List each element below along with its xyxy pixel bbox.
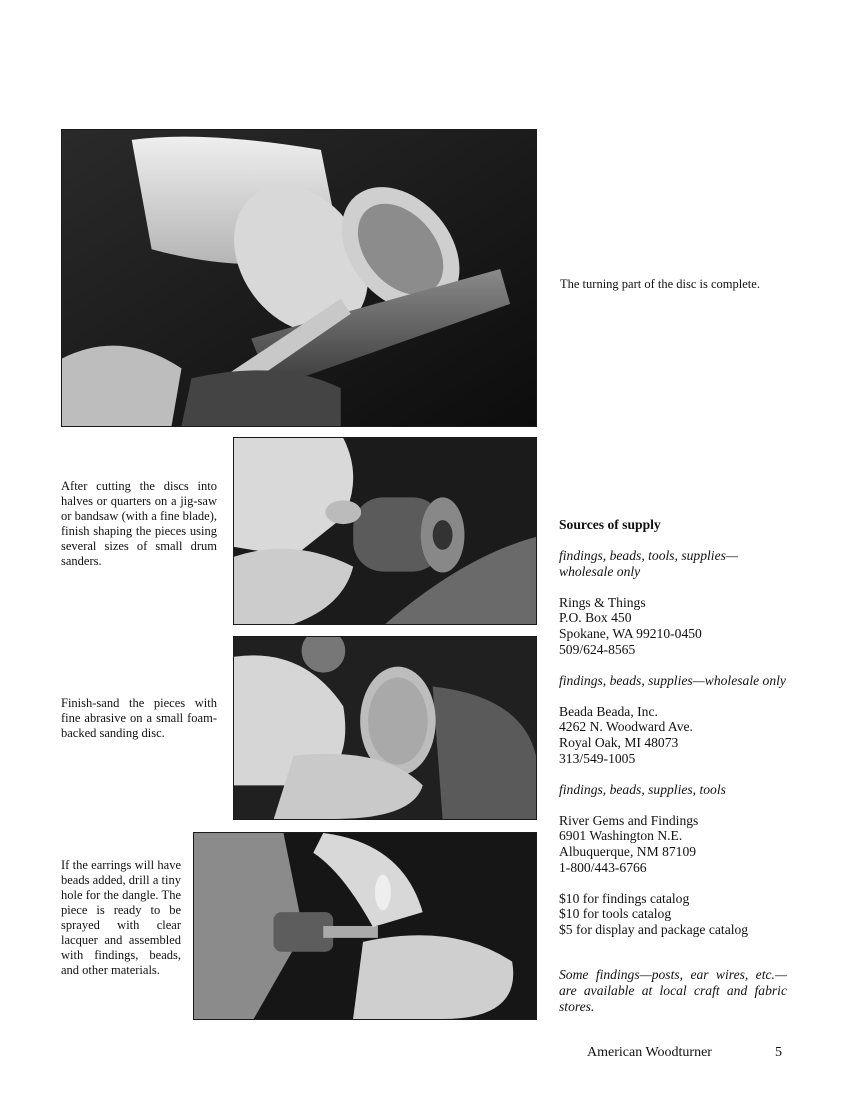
catalog-findings: $10 for findings catalog (559, 890, 690, 906)
supplier-3-address2: Albuquerque, NM 87109 (559, 843, 697, 859)
photo-drilling (193, 832, 537, 1020)
supplier-1-address2: Spokane, WA 99210-0450 (559, 625, 702, 641)
footer-publication: American Woodturner (587, 1045, 712, 1060)
supplier-3-address (559, 813, 787, 875)
supplier-1-address1: P.O. Box 450 (559, 610, 632, 626)
supplier-2-name: Beada Beada, Inc. (559, 703, 658, 719)
supplier-1-name: Rings & Things (559, 594, 646, 610)
catalog-tools: $10 for tools catalog (559, 906, 672, 922)
photo-sanding-disc (233, 636, 537, 820)
caption-photo3: Finish-sand the pieces with fine abrasive on a small foam-backed sanding disc. (61, 696, 217, 740)
supplier-2-address2: Royal Oak, MI 48073 (559, 734, 679, 750)
photo-drum-sander (233, 437, 537, 625)
supplier-1-address (559, 595, 787, 657)
sources-of-supply (559, 517, 787, 1030)
caption-photo2: After cutting the discs into halves or quarters on a jig-saw or bandsaw (with a fine blade), finish shaping the pieces using several sizes of small drum sanders. (61, 479, 217, 568)
supplier-2-phone: 313/549-1005 (559, 750, 636, 766)
photo-lathe-turning (61, 129, 537, 427)
supplier-3-address1: 6901 Washington N.E. (559, 828, 683, 844)
footer-page-number: 5 (775, 1045, 782, 1060)
catalog-display: $5 for display and package catalog (559, 921, 749, 937)
supplier-3-name: River Gems and Findings (559, 812, 699, 828)
supplier-2-address1: 4262 N. Woodward Ave. (559, 719, 693, 735)
supplier-3-phone: 1-800/443-6766 (559, 859, 647, 875)
sources-heading: Sources of supply (559, 517, 661, 532)
findings-note: Some findings—posts, ear wires, etc.—are available at local craft and fabric stores. (559, 967, 787, 1014)
supplier-2-address (559, 704, 787, 766)
supplier-3-category: findings, beads, supplies, tools (559, 781, 726, 797)
supplier-1-phone: 509/624-8565 (559, 641, 636, 657)
catalog-list (559, 891, 787, 938)
supplier-2-category: findings, beads, supplies—wholesale only (559, 672, 786, 688)
caption-photo1: The turning part of the disc is complete. (560, 277, 760, 291)
caption-photo4: If the earrings will have beads added, drill a tiny hole for the dangle. The piece is ready to be sprayed with clear lacquer and assembled with findings, beads, and other materials. (61, 858, 181, 977)
supplier-1-category: findings, beads, tools, supplies—wholesale only (559, 548, 738, 579)
